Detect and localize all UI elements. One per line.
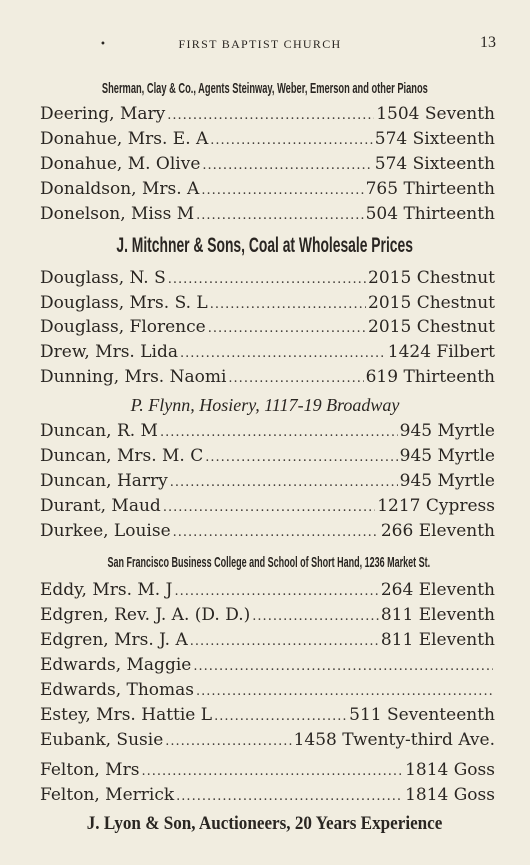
entry-name: Duncan, Mrs. M. C — [40, 446, 204, 466]
entry-name: Douglass, Mrs. S. L — [40, 293, 208, 313]
leader-dots — [202, 158, 372, 173]
running-title: FIRST BAPTIST CHURCH — [178, 37, 342, 51]
entry-address: 266 Eleventh — [380, 521, 495, 541]
directory-entry — [40, 104, 495, 128]
ad-text: J. Lyon & Son, Auctioneers, 20 Years Experience — [87, 813, 443, 834]
directory-entry — [40, 705, 495, 729]
entry-name: Douglass, Florence — [40, 317, 206, 337]
entry-name: Donaldson, Mrs. A — [40, 179, 200, 199]
leader-dots — [174, 584, 378, 599]
directory-entry — [40, 580, 495, 604]
leader-dots — [205, 450, 397, 465]
leader-dots — [168, 272, 366, 287]
advertisement — [0, 395, 530, 416]
entry-address: 811 Eleventh — [380, 630, 495, 650]
leader-dots — [196, 208, 363, 223]
leader-dots — [210, 133, 373, 148]
directory-entry — [40, 630, 495, 654]
leader-dots — [208, 321, 366, 336]
entry-name: Donahue, Mrs. E. A — [40, 129, 209, 149]
entry-address: 504 Thirteenth — [365, 204, 495, 224]
entry-name: Eubank, Susie — [40, 730, 164, 750]
entry-name: Dunning, Mrs. Naomi — [40, 367, 227, 387]
directory-entry — [40, 367, 495, 391]
ad-text: San Francisco Business College and School of Short Hand, 1236 Market St. — [107, 554, 431, 571]
leader-dots — [165, 734, 291, 749]
advertisement — [0, 234, 530, 258]
directory-entry — [40, 680, 495, 704]
leader-dots — [196, 684, 493, 699]
entry-address: 2015 Chestnut — [368, 268, 495, 288]
entry-address: 2015 Chestnut — [368, 293, 495, 313]
entry-name: Duncan, Harry — [40, 471, 168, 491]
directory-entry — [40, 730, 495, 754]
entry-address: 511 Seventeenth — [349, 705, 495, 725]
directory-entry — [40, 268, 495, 292]
entry-name: Eddy, Mrs. M. J — [40, 580, 173, 600]
leader-dots — [167, 108, 374, 123]
entry-name: Duncan, R. M — [40, 421, 158, 441]
entry-address: 1814 Goss — [405, 785, 495, 805]
entry-address: 1814 Goss — [405, 760, 495, 780]
entry-name: Drew, Mrs. Lida — [40, 342, 178, 362]
entry-name: Douglass, N. S — [40, 268, 166, 288]
entry-address: 1458 Twenty-third Ave. — [293, 730, 495, 750]
advertisement — [0, 552, 530, 571]
directory-entry — [40, 293, 495, 317]
advertisement — [0, 813, 530, 835]
leader-dots — [173, 525, 379, 540]
entry-address: 619 Thirteenth — [365, 367, 495, 387]
entry-address: 264 Eleventh — [380, 580, 495, 600]
directory-entry — [40, 760, 495, 784]
entry-name: Estey, Mrs. Hattie L — [40, 705, 213, 725]
page-number: 13 — [480, 34, 496, 51]
directory-entry — [40, 129, 495, 153]
leader-dots — [252, 609, 379, 624]
page-header — [0, 34, 530, 54]
entry-name: Edgren, Mrs. J. A — [40, 630, 188, 650]
entry-address: 945 Myrtle — [399, 421, 495, 441]
entry-name: Felton, Merrick — [40, 785, 175, 805]
directory-entry — [40, 179, 495, 203]
leader-dots — [201, 183, 363, 198]
ad-text: P. Flynn, Hosiery, 1117-19 Broadway — [130, 395, 400, 415]
entry-address: 1504 Seventh — [376, 104, 495, 124]
directory-entry — [40, 655, 495, 679]
entry-name: Donelson, Miss M — [40, 204, 195, 224]
entry-address: 765 Thirteenth — [365, 179, 495, 199]
entry-name: Edgren, Rev. J. A. (D. D.) — [40, 605, 251, 625]
directory-entry — [40, 785, 495, 809]
ad-text: J. Mitchner & Sons, Coal at Wholesale Prices — [116, 234, 414, 257]
leader-dots — [228, 371, 363, 386]
advertisement — [0, 78, 530, 97]
directory-entry — [40, 521, 495, 545]
leader-dots — [163, 500, 375, 515]
entry-address: 1424 Filbert — [387, 342, 495, 362]
entry-name: Felton, Mrs — [40, 760, 140, 780]
entry-address: 574 Sixteenth — [374, 154, 495, 174]
leader-dots — [193, 659, 493, 674]
entry-address: 2015 Chestnut — [368, 317, 495, 337]
directory-entry — [40, 471, 495, 495]
directory-entry — [40, 317, 495, 341]
leader-dots — [141, 764, 403, 779]
leader-dots — [160, 425, 398, 440]
directory-entry — [40, 342, 495, 366]
directory-entry — [40, 204, 495, 228]
directory-entry — [40, 154, 495, 178]
entry-name: Edwards, Thomas — [40, 680, 195, 700]
ad-text: Sherman, Clay & Co., Agents Steinway, Weber, Emerson and other Pianos — [102, 80, 428, 97]
directory-entry — [40, 421, 495, 445]
ornament-mark: • — [100, 39, 106, 50]
leader-dots — [210, 297, 366, 312]
entry-name: Edwards, Maggie — [40, 655, 192, 675]
entry-address: 945 Myrtle — [399, 471, 495, 491]
leader-dots — [190, 634, 379, 649]
entry-name: Durkee, Louise — [40, 521, 171, 541]
directory-entry — [40, 496, 495, 520]
entry-name: Durant, Maud — [40, 496, 161, 516]
entry-name: Donahue, M. Olive — [40, 154, 201, 174]
leader-dots — [170, 475, 398, 490]
entry-address: 574 Sixteenth — [374, 129, 495, 149]
entry-address: 945 Myrtle — [399, 446, 495, 466]
leader-dots — [214, 709, 347, 724]
entry-address: 1217 Cypress — [377, 496, 495, 516]
entry-address: 811 Eleventh — [380, 605, 495, 625]
leader-dots — [180, 346, 386, 361]
leader-dots — [176, 789, 403, 804]
entry-name: Deering, Mary — [40, 104, 166, 124]
directory-entry — [40, 446, 495, 470]
directory-entry — [40, 605, 495, 629]
